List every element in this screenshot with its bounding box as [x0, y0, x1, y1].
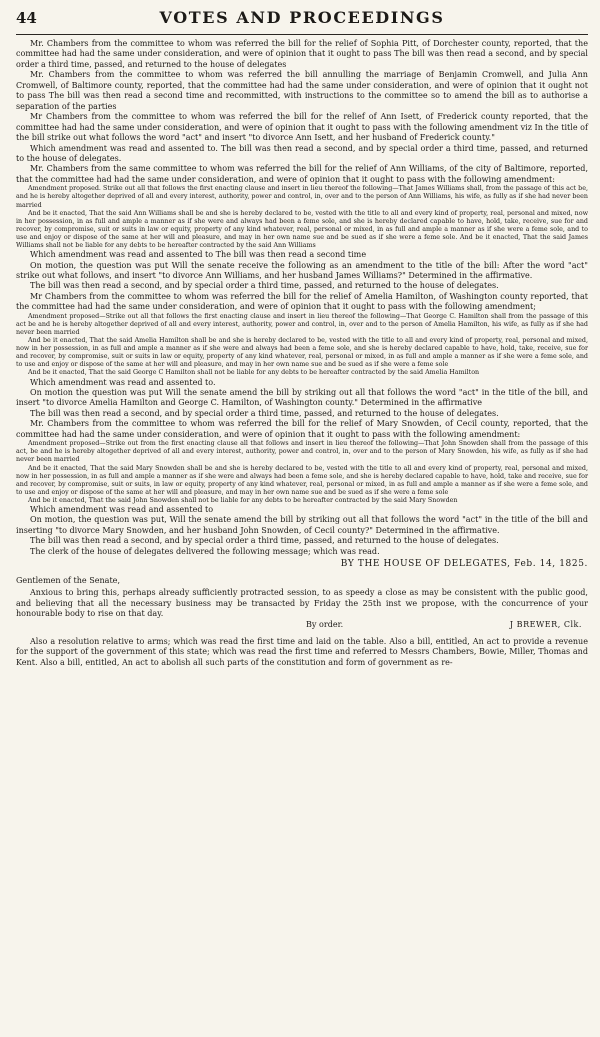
document-body	[16, 39, 588, 668]
by-order: By order.	[306, 619, 344, 629]
page-header	[16, 8, 588, 35]
proceedings-paragraph: The bill was then read a second, and by special order a third time, passed, and returned to the house of delegates.	[30, 408, 499, 418]
proceedings-paragraph: Mr Chambers from the committee to whom was referred the bill for the relief of Amelia Hamilton, of Washington county reported, that the committee had had the same under consideration, and were of opinion that it ought to pass with the following amendment;	[16, 291, 588, 312]
amendment-paragraph: Amendment proposed—Strike out all that follows the first enacting clause and insert in lieu thereof the following—That George C. Hamilton shall from the passage of this act be and he is hereby altogether deprived of all and every interest, authority, power and control, in, over and to the person of Amelia Hamilton, his wife, as fully as if she had never been married	[16, 312, 588, 336]
page-number: 44	[16, 9, 37, 27]
proceedings-paragraph: Mr. Chambers from the committee to whom was referred the bill for the relief of Mary Snowden, of Cecil county, reported, that the committee had had the same under consideration, and were of opinion that it ought to pass with the following amendment:	[16, 419, 588, 439]
message-sign-off	[16, 620, 588, 630]
proceedings-paragraph: Which amendment was read and assented to The bill was then read a second time	[30, 250, 367, 260]
message-signature: BY THE HOUSE OF DELEGATES, Feb. 14, 1825.	[340, 559, 588, 570]
amendment-paragraph: And be it enacted, That the said Ann Williams shall be and she is hereby declared to be, vested with the title to all and every kind of property, real, personal and mixed, now in her possession, in as full and ample a manner as if she were and always had been a feme sole, and she is hereby declared capable to have, hold, take, receive, sue for and recover, by compromise, suit or suits in law or equity, property of any kind whatever, real, personal or mixed, in as full and ample a manner as if she were a feme sole, and to use and enjoy or dispose of the same at her will and pleasure, and may in her own name sue and be sued as if she were a feme sole. And be it enacted, That the said James Williams shall not be liable for any debts to be hereafter contracted by the said Ann Williams	[16, 209, 588, 249]
amendment-paragraph: And be it enacted, That the said Amelia Hamilton shall be and she is hereby declared to be, vested with the title to all and every kind of property, real, personal and mixed, now in her possession, in as full and ample a manner as if she were and always had been a feme sole, and she is hereby declared capable to have, hold, take, receive, sue for and recover, by compromise, suit or suits in law or equity, property of any kind whatever, real, personal or mixed, in as full and ample a manner as if she were a feme sole, and to use and enjoy or dispose of the same at her will and pleasure, and may in her own name sue and be sued as if she were a feme sole	[16, 337, 588, 369]
proceedings-paragraph: Which amendment was read and assented to.	[30, 377, 216, 387]
proceedings-paragraph: Mr. Chambers from the committee to whom was referred the bill annulling the marriage of Benjamin Cromwell, and Julia Ann Cromwell, of Baltimore county, reported, that the committee had had the same under consideration, and were of opinion that it ought not to pass The bill was then read a second time and recommitted, with instructions to the committee so to amend the bill as to authorise a separation of the parties	[16, 70, 588, 111]
proceedings-paragraph: Mr. Chambers from the committee to whom was referred the bill for the relief of Sophia Pitt, of Dorchester county, reported, that the committee had had the same under consideration, and were of opinion that it ought to pass The bill was then read a second, and by special order a third time, passed, and returned to the house of delegates	[16, 39, 588, 69]
closing-text	[16, 637, 588, 668]
proceedings-paragraph: On motion the question was put Will the senate amend the bill by striking out all that follows the word "act" in the title of the bill, and insert "to divorce Amelia Hamilton and George C. Hamilton, of Washington county." Determined in the affirmative	[16, 388, 588, 408]
proceedings-paragraph: The bill was then read a second, and by special order a third time, passed, and returned to the house of delegates.	[30, 281, 499, 291]
amendment-paragraph: Amendment proposed. Strike out all that follows the first enacting clause and insert in lieu thereof the following—That James Williams shall, from the passage of this act be, and he is hereby altogether deprived of all and every interest, authority, power and control, in, over and to the person of Ann Williams, his wife, as fully as if she had never been married	[16, 185, 588, 209]
message-salutation: Gentlemen of the Senate,	[16, 575, 121, 585]
proceedings-paragraph: The bill was then read a second, and by special order a third time, passed, and returned to the house of delegates.	[30, 536, 499, 546]
proceedings-paragraph: Which amendment was read and assented to. The bill was then read a second, and by special order a third time, passed, and returned to the house of delegates.	[16, 143, 588, 163]
amendment-paragraph: And be it enacted, That the said John Snowden shall not be liable for any debts to be hereafter contracted by the said Mary Snowden	[28, 496, 458, 504]
proceedings-text	[16, 39, 588, 557]
amendment-paragraph: Amendment proposed—Strike out from the first enacting clause all that follows and insert in lieu thereof the following—That John Snowden shall from the passage of this act, be and he is hereby altogether deprived of all and every interest, authority, power and control, in, over and to the person of Mary Snowden, his wife, as fully as if she had never been married	[16, 440, 588, 464]
proceedings-paragraph: The clerk of the house of delegates delivered the following message; which was read.	[30, 546, 380, 556]
closing-paragraph: Also a resolution relative to arms; which was read the first time and laid on the table. Also a bill, entitled, An act to provide a revenue for the support of the government of this state; which was read the first time and referred to Messrs Chambers, Bowie, Miller, Thomas and Kent. Also a bill, entitled, An act to abolish all such parts of the constitution and form of government as re-	[16, 637, 588, 667]
proceedings-paragraph: Mr Chambers from the committee to whom was referred the bill for the relief of Ann Isett, of Frederick county reported, that the committee had had the same under consideration, and were of opinion that it ought to pass with the following amendment viz In the title of the bill strike out what follows the word "act" and insert "to divorce Ann Isett, and her husband of Frederick county."	[16, 112, 588, 143]
amendment-paragraph: And be it enacted, That the said George C Hamilton shall not be liable for any debts to be hereafter contracted by the said Amelia Hamilton	[28, 369, 480, 377]
running-title: VOTES AND PROCEEDINGS	[159, 8, 445, 27]
proceedings-paragraph: Which amendment was read and assented to	[30, 505, 214, 515]
message-text: Anxious to bring this, perhaps already sufficiently protracted session, to as speedy a close as may be consistent with the public good, and believing that all the necessary business may be transacted by Friday the 25th inst we propose, with the concurrence of your honourable body to rise on that day.	[16, 588, 588, 619]
amendment-paragraph: And be it enacted, That the said Mary Snowden shall be and she is hereby declared to be, vested with the title to all and every kind of property, real, personal and mixed, now in her possession, in as full and ample a manner as if she were and always had been a feme sole, and she is hereby declared capable to have, hold, take and receive, sue for and recover, by compromise, suit or suits, in law or equity, property of any kind whatever, real, personal or mixed, in as full and ample a manner as if she were a feme sole, and to use and enjoy or dispose of the same at her will and pleasure, and may in her own name sue and be sued as if she were a feme sole	[16, 464, 588, 496]
proceedings-paragraph: Mr. Chambers from the same committee to whom was referred the bill for the relief of Ann Williams, of the city of Baltimore, reported, that the committee had had the same under consideration, and were of opinion that it ought to pass with the following amendment:	[16, 164, 588, 184]
proceedings-paragraph: On motion, the question was put Will the senate receive the following as an amendment to the title of the bill: After the word "act" strike out what follows, and insert "to divorce Ann Williams, and her husband James Williams?" Determined in the affirmative.	[16, 260, 588, 280]
clerk-name: J BREWER, Clk.	[509, 619, 582, 629]
proceedings-paragraph: On motion, the question was put, Will the senate amend the bill by striking out all that follows the word "act" in the title of the bill and inserting "to divorce Mary Snowden, and her husband John Snowden, of Cecil county?" Determined in the affirmative.	[16, 515, 588, 535]
